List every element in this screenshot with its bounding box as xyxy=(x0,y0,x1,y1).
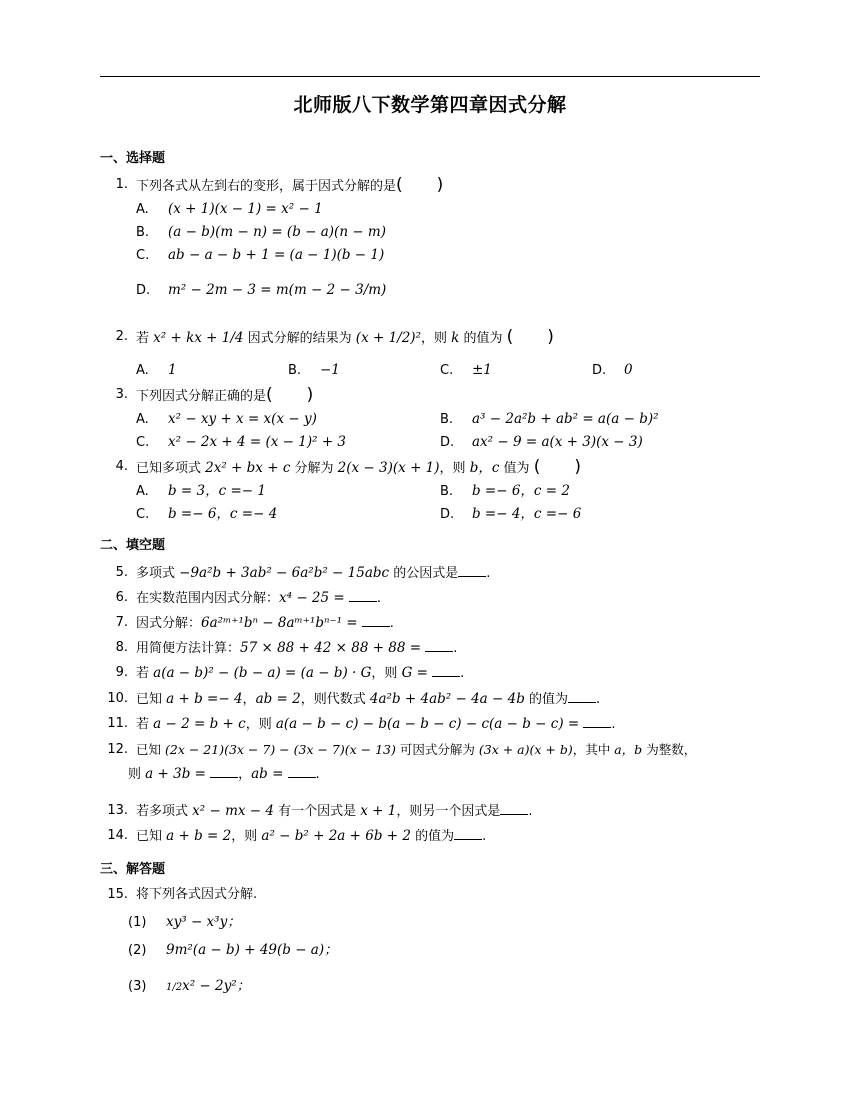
question-number: 12. xyxy=(107,742,128,757)
question-number: 3. xyxy=(115,387,128,402)
question-stem: 下列各式从左到右的变形，属于因式分解的是( ) xyxy=(136,175,444,195)
option-d: D. 0 xyxy=(592,362,633,378)
question-number: 5. xyxy=(115,565,128,580)
question-stem: 若 a(a − b)² − (b − a) = (a − b) · G，则 G = . xyxy=(136,665,465,681)
question-number: 1. xyxy=(115,177,128,192)
question-stem: 在实数范围内因式分解：x⁴ − 25 = . xyxy=(136,590,381,606)
question-number: 11. xyxy=(107,716,128,731)
answer-blank[interactable] xyxy=(210,765,238,778)
option-b: B. −1 xyxy=(288,362,340,378)
answer-blank[interactable] xyxy=(500,802,528,815)
question-stem: 多项式 −9a²b + 3ab² − 6a²b² − 15abc 的公因式是 . xyxy=(136,565,491,581)
question-stem: 已知 (2x − 21)(3x − 7) − (3x − 7)(x − 13) 可因式分解为 (3x + a)(x + b)，其中 a，b 为整数， xyxy=(136,742,697,757)
option-d: D. ax² − 9 = a(x + 3)(x − 3) xyxy=(440,434,643,450)
option-a: A. 1 xyxy=(136,362,177,378)
answer-blank[interactable] xyxy=(362,614,390,627)
question-stem: 若 a − 2 = b + c，则 a(a − b − c) − b(a − b − c) − c(a − b − c) = . xyxy=(136,716,616,732)
option-a: A. (x + 1)(x − 1) = x² − 1 xyxy=(136,201,323,217)
question-stem-continued: 则 a + 3b = ，ab = . xyxy=(128,766,320,782)
question-number: 2. xyxy=(115,329,128,344)
question-stem: 用简便方法计算：57 × 88 + 42 × 88 + 88 = . xyxy=(136,640,458,656)
option-d: D. m² − 2m − 3 = m(m − 2 − 3/m) xyxy=(136,282,387,298)
sub-question-3: (3) 1/2x² − 2y²； xyxy=(128,978,251,994)
question-number: 9. xyxy=(115,665,128,680)
option-c: C. ±1 xyxy=(440,362,492,378)
option-b: B. (a − b)(m − n) = (b − a)(n − m) xyxy=(136,224,386,240)
option-c: C. x² − 2x + 4 = (x − 1)² + 3 xyxy=(136,434,347,450)
answer-blank[interactable] xyxy=(568,690,596,703)
sub-question-1: (1) xy³ − x³y； xyxy=(128,914,241,930)
question-number: 7. xyxy=(115,615,128,630)
section-heading-solve: 三、解答题 xyxy=(100,862,166,877)
question-number: 8. xyxy=(115,640,128,655)
question-stem: 若 x² + kx + 1/4 因式分解的结果为 (x + 1/2)²，则 k 的值为 ( ) xyxy=(136,327,554,347)
option-c: C. ab − a − b + 1 = (a − 1)(b − 1) xyxy=(136,247,385,263)
answer-blank[interactable] xyxy=(454,827,482,840)
sub-question-2: (2) 9m²(a − b) + 49(b − a)； xyxy=(128,942,338,958)
option-b: B. a³ − 2a²b + ab² = a(a − b)² xyxy=(440,411,659,427)
question-number: 4. xyxy=(115,459,128,474)
question-number: 6. xyxy=(115,590,128,605)
answer-blank[interactable] xyxy=(432,664,460,677)
option-a: A. x² − xy + x = x(x − y) xyxy=(136,411,317,427)
option-c: C. b =− 6，c =− 4 xyxy=(136,506,278,522)
page-title: 北师版八下数学第四章因式分解 xyxy=(293,94,567,116)
answer-blank[interactable] xyxy=(583,715,611,728)
top-rule xyxy=(100,76,760,77)
question-number: 14. xyxy=(107,828,128,843)
question-stem: 下列因式分解正确的是( ) xyxy=(136,385,314,405)
option-a: A. b = 3，c =− 1 xyxy=(136,483,266,499)
section-heading-choice: 一、选择题 xyxy=(100,151,166,166)
option-b: B. b =− 6，c = 2 xyxy=(440,483,570,499)
answer-blank[interactable] xyxy=(425,639,453,652)
question-number: 13. xyxy=(107,803,128,818)
question-number: 15. xyxy=(107,887,128,902)
option-d: D. b =− 4，c =− 6 xyxy=(440,506,582,522)
question-stem: 将下列各式因式分解. xyxy=(136,887,258,902)
question-number: 10. xyxy=(107,691,128,706)
question-stem: 因式分解：6a²ᵐ⁺¹bⁿ − 8aᵐ⁺¹bⁿ⁻¹ = . xyxy=(136,615,394,631)
question-stem: 若多项式 x² − mx − 4 有一个因式是 x + 1，则另一个因式是 . xyxy=(136,803,533,819)
question-stem: 已知多项式 2x² + bx + c 分解为 2(x − 3)(x + 1)，则 b，c 值为 ( ) xyxy=(136,457,581,477)
question-stem: 已知 a + b = 2，则 a² − b² + 2a + 6b + 2 的值为 . xyxy=(136,828,487,844)
answer-blank[interactable] xyxy=(288,765,316,778)
question-stem: 已知 a + b =− 4，ab = 2，则代数式 4a²b + 4ab² − 4a − 4b 的值为 . xyxy=(136,691,601,707)
answer-blank[interactable] xyxy=(349,589,377,602)
answer-blank[interactable] xyxy=(458,564,486,577)
section-heading-fill: 二、填空题 xyxy=(100,538,166,553)
